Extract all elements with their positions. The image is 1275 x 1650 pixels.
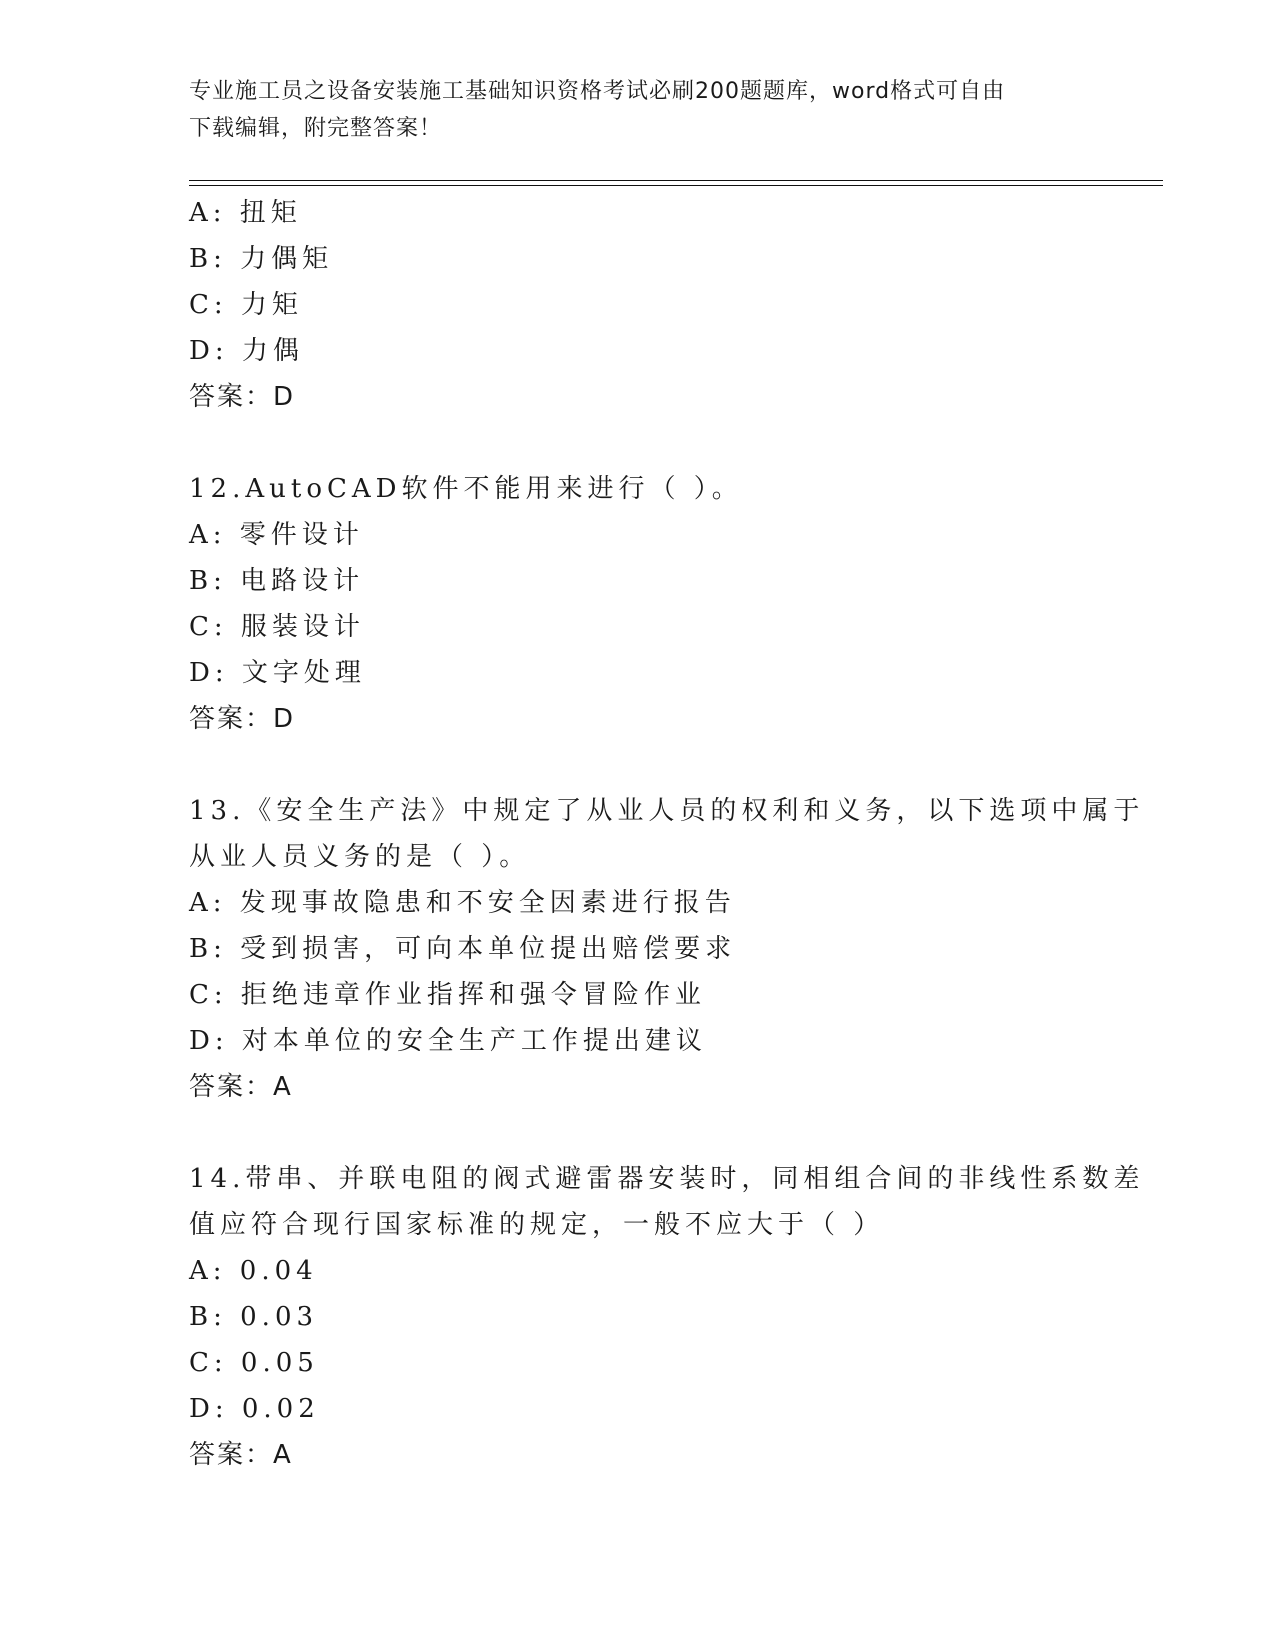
option-b: B: 力偶矩 xyxy=(189,244,334,274)
option-c: C: 0.05 xyxy=(189,1348,319,1378)
option-a: A: 发现事故隐患和不安全因素进行报告 xyxy=(189,888,736,918)
header-line-2: 下载编辑，附完整答案！ xyxy=(189,116,443,141)
answer: 答案：D xyxy=(189,382,296,412)
option-b: B: 电路设计 xyxy=(189,566,365,596)
option-a: A: 扭矩 xyxy=(189,198,302,228)
option-d: D: 对本单位的安全生产工作提出建议 xyxy=(189,1026,707,1056)
question-stem-line-2: 从业人员义务的是（ ）。 xyxy=(189,842,531,872)
question-stem-line-1: 13.《安全生产法》中规定了从业人员的权利和义务，以下选项中属于 xyxy=(189,796,1145,826)
answer: 答案：A xyxy=(189,1072,293,1102)
header-divider-bottom xyxy=(189,185,1163,186)
option-c: C: 力矩 xyxy=(189,290,303,320)
option-b: B: 0.03 xyxy=(189,1302,319,1332)
option-d: D: 0.02 xyxy=(189,1394,320,1424)
option-b: B: 受到损害，可向本单位提出赔偿要求 xyxy=(189,934,737,964)
answer: 答案：D xyxy=(189,704,296,734)
question-list xyxy=(189,190,1145,1478)
option-d: D: 力偶 xyxy=(189,336,304,366)
answer: 答案：A xyxy=(189,1440,293,1470)
question-stem-line-2: 值应符合现行国家标准的规定，一般不应大于（ ） xyxy=(189,1210,885,1240)
question-12 xyxy=(189,466,1089,742)
question-stem-line-1: 14.带串、并联电阻的阀式避雷器安装时，同相组合间的非线性系数差 xyxy=(189,1164,1145,1194)
header-line-1: 专业施工员之设备安装施工基础知识资格考试必刷200题题库，word格式可自由 xyxy=(189,79,1006,104)
option-a: A: 零件设计 xyxy=(189,520,364,550)
header-divider-top xyxy=(189,180,1163,181)
question-11 xyxy=(189,190,1089,420)
question-stem: 12.AutoCAD软件不能用来进行（ ）。 xyxy=(189,474,743,504)
option-c: C: 拒绝违章作业指挥和强令冒险作业 xyxy=(189,980,706,1010)
option-c: C: 服装设计 xyxy=(189,612,365,642)
document-header xyxy=(189,73,1089,147)
option-a: A: 0.04 xyxy=(189,1256,318,1286)
option-d: D: 文字处理 xyxy=(189,658,366,688)
question-13 xyxy=(189,788,1145,1110)
question-14 xyxy=(189,1156,1145,1478)
